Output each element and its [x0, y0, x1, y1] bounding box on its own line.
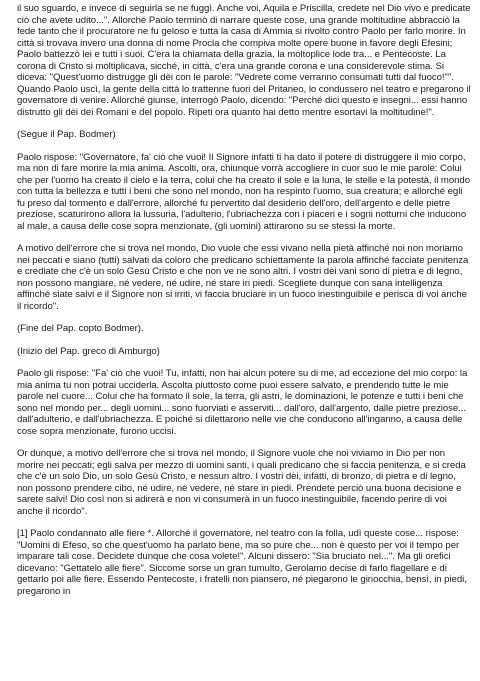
paragraph-errore-mondo: A motivo dell'errore che si trova nel mondo, Dio vuole che essi vivano nella pietà affinché noi non moriamo nei peccati e siano (tutti) salvati da coloro che predicano schiettamente la parola affinché facciate penitenza e crediate che c'è un solo Gesù Cristo e che non ve ne sono altri. I vostri dèi vani sono di pietra e di legno, non possono mangiare, né vedere, né udire, né stare in piedi. Scegliete dunque con sana intelligenza affinché siate salvi e il Signore non si irriti, vi faccia bruciare in un fuoco inestinguibile e perisca di voi anche il ricordo".	[17, 243, 469, 312]
note-fine-bodmer: (Fine del Pap. copto Bodmer).	[17, 323, 144, 334]
paragraph-paolo-gli-rispose: Paolo gli rispose: "Fa' ciò che vuoi! Tu, infatti, non hai alcun potere su di me, ad eccezione del mio corpo: la mia anima tu non potrai ucciderla. Ascolta piuttosto come puoi essere salvato, e prendendo tutte le mie parole nel cuore... Colui che ha formato il sole, la terra, gli astri, le dominazioni, le potenze e tutti i beni che sono nel mondo per... degli uomini... sono fuorviati e asserviti... dall'oro, dall'argento, dalle pietre preziose... dall'adulterio, e dall'ubriachezza. E poiché si dilettarono nelle vie che conducono all'inganno, a causa delle cose sopra menzionate, furono uccisi.	[17, 368, 468, 437]
paragraph-procla: il suo sguardo, e invece di seguirla se ne fuggì. Anche voi, Aquila e Priscilla, credete nel Dio vivo e predicate ciò che avete udito...". Allorché Paolo terminò di narrare queste cose, una grande moltitudine abbracciò la fede tanto che il procuratore ne fu geloso e tutta la casa di Ammia si rivolto contro Paolo per farlo morire. In città si trovava invero una donna di nome Procla che compiva molte opere buone in favore degli Efesini; Paolo battezzò lei e tutti i suoi. C'era la chiamata della grazia, la moltoplice lode tra... e Pentecoste. La corona di Cristo si moltiplicava, sicché, in città, c'era una grande corona e una considerevole stima. Si diceva: "Quest'uomo distrugge gli dèi con le parole: "Vedrete come verranno consumati tutti dal fuoco!"". Quando Paolo uscì, la gente della città lo trattenne fuori del Pritaneo, lo condussero nel teatro e pregarono il governatore di venire. Allorché giunse, interrogò Paolo, dicendo: "Perché dici questo e insegni... essi hanno distrutto gli dèi dei Romani e del popolo. Ripeti ora quanto hai detto mentre esortavi la moltitudine!".	[17, 3, 471, 118]
paragraph-or-dunque: Or dunque, a motivo dell'errore che si trova nel mondo, il Signore vuole che noi viviamo in Dio per non morire nei peccati; egli salva per mezzo di uomini santi, i quali predicano che si faccia penitenza, e si creda che c'è un solo Dio, un solo Gesù Cristo, e nessun altro. I vostri dèi, infatti, di bronzo, di pietra e di legno, non possono prendere cibo, né udire, né vedere, né stare in piedi. Prendete perciò una buona decisione e sarete salvi! Dio così non si adirerà e non vi consumerà in un fuoco inestinguibile, facendo perire di voi anche il ricordo".	[17, 448, 466, 517]
paragraph-paolo-risponde: Paolo rispose: "Governatore, fa' ciò che vuoi! Il Signore infatti ti ha dato il potere di distruggere il mio corpo, ma non di fare morire la mia anima. Ascolti, ora, chiunque vorrà accogliere in cuor suo le mie parole: Colui che per l'uomo ha creato il cielo e la terra, colui che ha creato il sole e la luna, le stelle e la potestà, il mondo con tutta la bellezza e tutti i beni che sono nel mondo, non ha respinto l'uomo, sua creatura; e allorché egli fu preso dal tormento e dall'errore, allorché fu pervertito dal desiderio dell'oro, dell'argento e delle pietre preziose, scaturirono allora la lussuria, l'adulterio, l'ubriachezza con i piaceri e i sogni notturni che inducono al male, a causa delle cose sopra menzionate, (gli uomini) attirarono su se stessi la morte.	[17, 151, 471, 232]
paragraph-condannato-alle-fiere: [1] Paolo condannato alle fiere *. Allorché il governatore, nel teatro con la folla, udì queste cose... rispose: "Uomini di Efeso, so che quest'uomo ha parlato bene, ma so pure che... non è questo per voi il tempo per imparare tali cose. Decidete dunque che cosa volete!". Alcuni dissero: "Sia bruciato nel...". Ma gli orefici dicevano: "Gettatelo alle fiere". Siccome sorse un gran tumulto, Gerolamo decise di farlo flagellare e di gettarlo poi alle fiere. Essendo Pentecoste, i fratelli non piansero, né piegarono le ginocchia, bensì, in piedi, pregarono in	[17, 528, 467, 597]
note-inizio-amburgo: (Inizio del Pap. greco di Amburgo)	[17, 345, 160, 357]
note-segue-bodmer: (Segue il Pap. Bodmer)	[17, 129, 116, 140]
